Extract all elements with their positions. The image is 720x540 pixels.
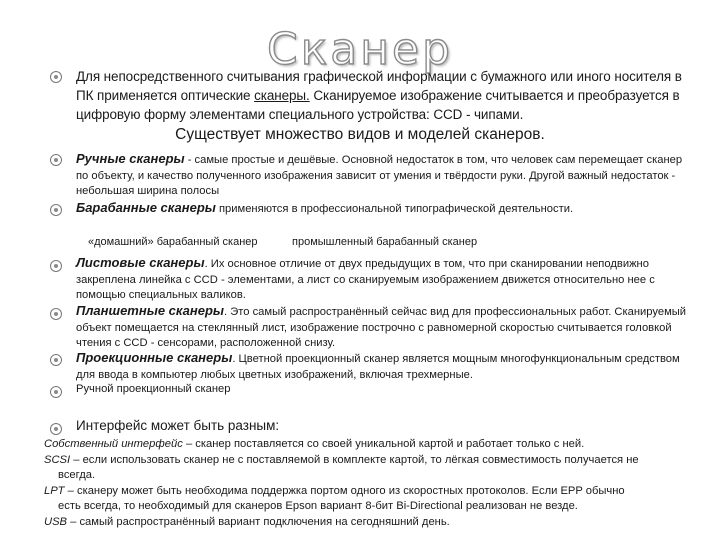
type-sheet — [76, 255, 691, 304]
type-heading: Проекционные сканеры — [76, 350, 233, 365]
type-description: . Их основное отличие от двух предыдущих в том, что при сканировании неподвижно закреплена линейка с CCD - элементами, а лист со сканируемым изображением движется относительно нее с помощью специальных валиков. — [76, 258, 655, 301]
type-description: . Это самый распространённый сейчас вид для профессиональных работ. Сканируемый объект помещается на стеклянный лист, изображение построчно с равномерной скоростью считывается головкой чтения с CCD - сенсорами, расположенной снизу. — [76, 306, 687, 349]
intro-paragraph — [76, 67, 691, 124]
type-heading: Планшетные сканеры — [76, 303, 224, 318]
interface-term: SCSI — [44, 453, 71, 466]
interface-desc-cont: есть всегда, то необходимый для сканеров Epson вариант 8-бит Bi-Directional реализован не везде. — [58, 500, 578, 512]
variety-line: Существует множество видов и моделей сканеров. — [175, 126, 545, 143]
bullet-icon — [50, 71, 62, 83]
bullet-icon — [50, 204, 62, 216]
type-description: - самые простые и дешёвые. Основной недостаток в том, что человек сам перемещает сканер по объекту, и качество полученного изображения зависит от умения и твёрдости руки. Другой важный недостаток - небольшая ширина полосы — [76, 154, 683, 197]
bullet-icon — [50, 260, 62, 272]
interface-desc: – если использовать сканер не с поставляемой в комплекте картой, то лёгкая совместимость получается не — [70, 453, 639, 466]
caption-hand-projection: Ручной проекционный сканер — [76, 383, 231, 395]
intro-text-b: Сканируемое изображение считывается и преобразуется в цифровую форму элементами специального устройства: CCD - чипами. — [76, 88, 680, 122]
type-drum — [76, 200, 691, 218]
scanners-link[interactable]: сканеры. — [254, 88, 310, 103]
type-heading: Ручные сканеры — [76, 151, 185, 166]
type-heading: Листовые сканеры — [76, 255, 205, 270]
interface-heading: Интерфейс может быть разным: — [76, 418, 280, 433]
type-heading: Барабанные сканеры — [76, 200, 216, 215]
interface-item — [44, 437, 694, 453]
type-description: . Цветной проекционный сканер является мощным многофункциональным средством для ввода в компьютер любых цветных изображений, включая трехмерные. — [76, 353, 680, 381]
interface-desc-cont: всегда. — [58, 469, 96, 481]
bullet-icon — [50, 386, 62, 398]
interface-item — [44, 484, 694, 500]
bullet-icon — [50, 308, 62, 320]
interface-desc: – сканер поставляется со своей уникальной картой и работает только с ней. — [182, 438, 585, 450]
interface-item — [44, 453, 694, 469]
slide-title: Сканер — [266, 24, 454, 75]
bullet-icon — [50, 423, 62, 435]
type-hand — [76, 151, 691, 200]
type-projection — [76, 350, 691, 383]
interface-list — [44, 437, 694, 530]
interface-term: LPT — [44, 484, 65, 497]
caption-industrial-drum: промышленный барабанный сканер — [292, 236, 478, 248]
caption-home-drum: «домашний» барабанный сканер — [88, 236, 258, 248]
interface-term: USB — [44, 515, 68, 528]
bullet-icon — [50, 154, 62, 166]
interface-term: Собственный интерфейс — [44, 438, 183, 450]
type-flatbed — [76, 303, 691, 352]
interface-item — [44, 515, 694, 531]
interface-desc: – самый распространённый вариант подключения на сегодняшний день. — [67, 515, 450, 528]
type-description: применяются в профессиональной типографической деятельности. — [215, 203, 574, 215]
interface-desc: – сканеру может быть необходима поддержка портом одного из скоростных протоколов. Если EPP обычно — [64, 484, 625, 497]
intro-text-a: Для непосредственного считывания графической информации с бумажного или иного носителя в ПК применяется оптические — [76, 69, 682, 103]
bullet-icon — [50, 354, 62, 366]
